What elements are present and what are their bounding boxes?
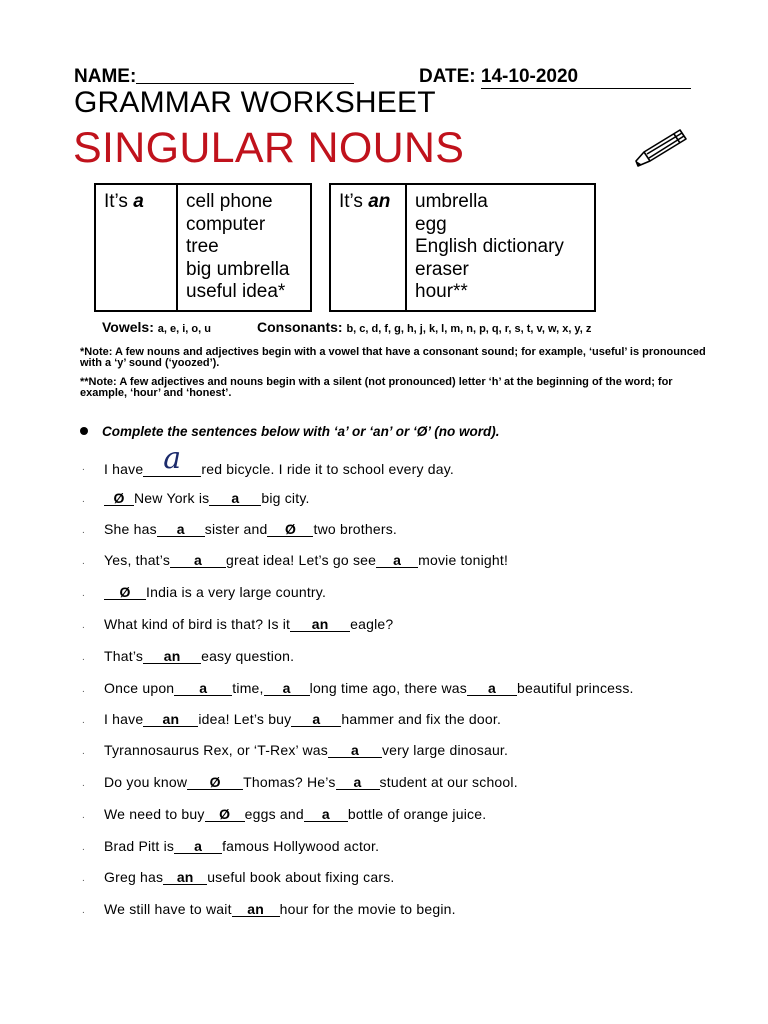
sentence-text: New York is (134, 490, 210, 506)
vowels-line: Vowels: a, e, i, o, u (102, 319, 211, 335)
sentence-text: long time ago, there was (309, 680, 467, 696)
answer-text: a (231, 490, 240, 506)
sentence-text: We still have to wait (104, 901, 232, 917)
date-value: 14-10-2020 (480, 66, 579, 87)
worksheet-subtitle: SINGULAR NOUNS (73, 124, 465, 172)
sentence-text: very large dinosaur. (381, 742, 509, 758)
sentence-text: two brothers. (313, 521, 398, 537)
table-an (329, 183, 596, 312)
answer-text: a (350, 742, 359, 758)
sentence-row (104, 774, 518, 790)
answer-text: a (194, 552, 203, 568)
name-label: NAME: (74, 66, 354, 88)
answer-blank[interactable] (174, 681, 232, 696)
sentence-row (104, 584, 326, 600)
sentence-number: . (82, 810, 85, 821)
sentence-row (104, 838, 379, 854)
list-item: hour** (415, 281, 468, 302)
sentence-number: . (82, 905, 85, 916)
sentence-row (104, 680, 634, 696)
note-hour: **Note: A few adjectives and nouns begin with a silent (not pronounced) letter ‘h’ at the beginning of the word; for example, ‘hour’ and ‘honest’. (80, 376, 673, 399)
sentence-row (104, 521, 397, 537)
answer-blank[interactable] (143, 649, 201, 664)
answer-text: Ø (113, 490, 125, 506)
answer-text: a (282, 680, 291, 696)
answer-blank[interactable] (143, 712, 198, 727)
list-item: useful idea* (186, 281, 286, 302)
answer-blank[interactable] (187, 775, 243, 790)
answer-blank[interactable] (290, 617, 350, 632)
answer-text: an (247, 901, 265, 917)
list-item: egg (415, 213, 447, 235)
sentence-text: I have (104, 711, 144, 727)
note-useful: *Note: A few nouns and adjectives begin with a vowel that have a consonant sound; for example, ‘useful’ is pronounced with a ‘y’ sound (‘yoozed’). (80, 346, 706, 369)
sentence-row (104, 806, 486, 822)
name-field[interactable] (136, 83, 354, 84)
answer-blank[interactable] (205, 807, 245, 822)
answer-blank[interactable] (170, 553, 226, 568)
answer-blank[interactable] (157, 522, 205, 537)
answer-text: Ø (119, 584, 131, 600)
sentence-text: useful book about fixing cars. (207, 869, 395, 885)
consonants-line: Consonants: b, c, d, f, g, h, j, k, l, m, n, p, q, r, s, t, v, w, x, y, z (257, 319, 592, 335)
sentence-number: . (82, 494, 85, 505)
sentence-number: . (82, 462, 85, 473)
sentence-text: big city. (261, 490, 310, 506)
date-label: DATE: 14-10-2020 (419, 66, 691, 89)
answer-text: a (176, 521, 185, 537)
sentence-row (104, 901, 456, 917)
answer-text: Ø (209, 774, 221, 790)
answer-text: a (194, 838, 203, 854)
table-an-items (406, 184, 595, 311)
list-item: big umbrella (186, 258, 290, 280)
answer-blank[interactable] (104, 491, 134, 506)
sentence-row (104, 869, 395, 885)
sentence-number: . (82, 715, 85, 726)
sentence-text: Greg has (104, 869, 164, 885)
sentence-number: . (82, 842, 85, 853)
answer-blank[interactable] (209, 491, 261, 506)
sentence-text: Brad Pitt is (104, 838, 175, 854)
answer-text: an (311, 616, 329, 632)
answer-blank[interactable] (336, 775, 380, 790)
table-a (94, 183, 312, 312)
instructions: Complete the sentences below with ‘a’ or ‘an’ or ‘Ø’ (no word). (80, 424, 500, 439)
sentence-text: We need to buy (104, 806, 205, 822)
sentence-text: India is a very large country. (146, 584, 327, 600)
answer-blank[interactable] (376, 553, 418, 568)
sentence-text: eagle? (350, 616, 394, 632)
sentence-text: sister and (204, 521, 268, 537)
answer-blank[interactable] (104, 585, 146, 600)
sentence-text: bottle of orange juice. (347, 806, 487, 822)
sentence-row (104, 441, 455, 477)
sentence-text: movie tonight! (418, 552, 509, 568)
list-item: English dictionary (415, 236, 564, 257)
answer-text: an (176, 869, 194, 885)
sentence-row (104, 552, 508, 568)
answer-text: Ø (219, 806, 231, 822)
answer-blank[interactable] (163, 870, 207, 885)
list-item: tree (186, 236, 219, 257)
list-item: computer (186, 213, 266, 235)
sentence-row (104, 742, 508, 758)
sentence-text: eggs and (244, 806, 304, 822)
worksheet-title: GRAMMAR WORKSHEET (74, 86, 436, 119)
sentence-text: hour for the movie to begin. (279, 901, 456, 917)
answer-blank[interactable] (328, 743, 382, 758)
pencil-icon (632, 124, 690, 168)
answer-blank[interactable] (264, 681, 310, 696)
sentence-text: What kind of bird is that? Is it (104, 616, 291, 632)
sentence-text: Tyrannosaurus Rex, or ‘T-Rex’ was (104, 742, 328, 758)
sentence-row (104, 616, 393, 632)
sentence-row (104, 711, 501, 727)
answer-text: a (163, 441, 182, 476)
sentence-number: . (82, 746, 85, 757)
answer-text: a (199, 680, 208, 696)
sentence-text: red bicycle. I ride it to school every day. (201, 461, 455, 477)
table-a-items (177, 184, 311, 311)
sentence-number: . (82, 620, 85, 631)
sentence-text: great idea! Let’s go see (226, 552, 377, 568)
sentence-number: . (82, 525, 85, 536)
sentence-text: I have (104, 461, 144, 477)
table-a-header: It’s a (95, 184, 177, 311)
answer-text: a (393, 552, 402, 568)
sentence-number: . (82, 556, 85, 567)
sentence-text: That’s (104, 648, 144, 664)
sentence-text: Once upon (104, 680, 175, 696)
sentence-text: Thomas? He’s (243, 774, 336, 790)
answer-text: an (162, 711, 180, 727)
sentence-text: beautiful princess. (516, 680, 634, 696)
answer-blank[interactable] (267, 522, 313, 537)
sentence-text: famous Hollywood actor. (222, 838, 380, 854)
date-field[interactable] (481, 66, 691, 89)
sentence-text: student at our school. (379, 774, 518, 790)
answer-blank[interactable] (232, 902, 280, 917)
table-an-header: It’s an (330, 184, 406, 311)
sentence-row (104, 490, 310, 506)
bullet-icon (80, 427, 88, 435)
answer-blank[interactable] (467, 681, 517, 696)
answer-blank[interactable] (304, 807, 348, 822)
answer-text: an (163, 648, 181, 664)
list-item: eraser (415, 258, 469, 280)
answer-text: Ø (284, 521, 297, 537)
answer-text: a (487, 680, 496, 696)
answer-blank[interactable] (174, 839, 222, 854)
sentence-number: . (82, 588, 85, 599)
sentence-number: . (82, 652, 85, 663)
sentence-number: . (82, 778, 85, 789)
answer-blank[interactable] (291, 712, 341, 727)
sentence-text: time, (232, 680, 264, 696)
sentence-number: . (82, 873, 85, 884)
answer-blank[interactable] (143, 441, 201, 477)
sentence-row (104, 648, 294, 664)
list-item: cell phone (186, 191, 273, 212)
sentence-text: idea! Let’s buy (198, 711, 292, 727)
answer-text: a (353, 774, 362, 790)
answer-text: a (312, 711, 321, 727)
answer-text: a (321, 806, 330, 822)
sentence-text: Do you know (104, 774, 188, 790)
list-item: umbrella (415, 191, 488, 212)
sentence-text: easy question. (201, 648, 295, 664)
sentence-text: She has (104, 521, 157, 537)
sentence-number: . (82, 684, 85, 695)
sentence-text: Yes, that’s (104, 552, 171, 568)
sentence-text: hammer and fix the door. (341, 711, 502, 727)
